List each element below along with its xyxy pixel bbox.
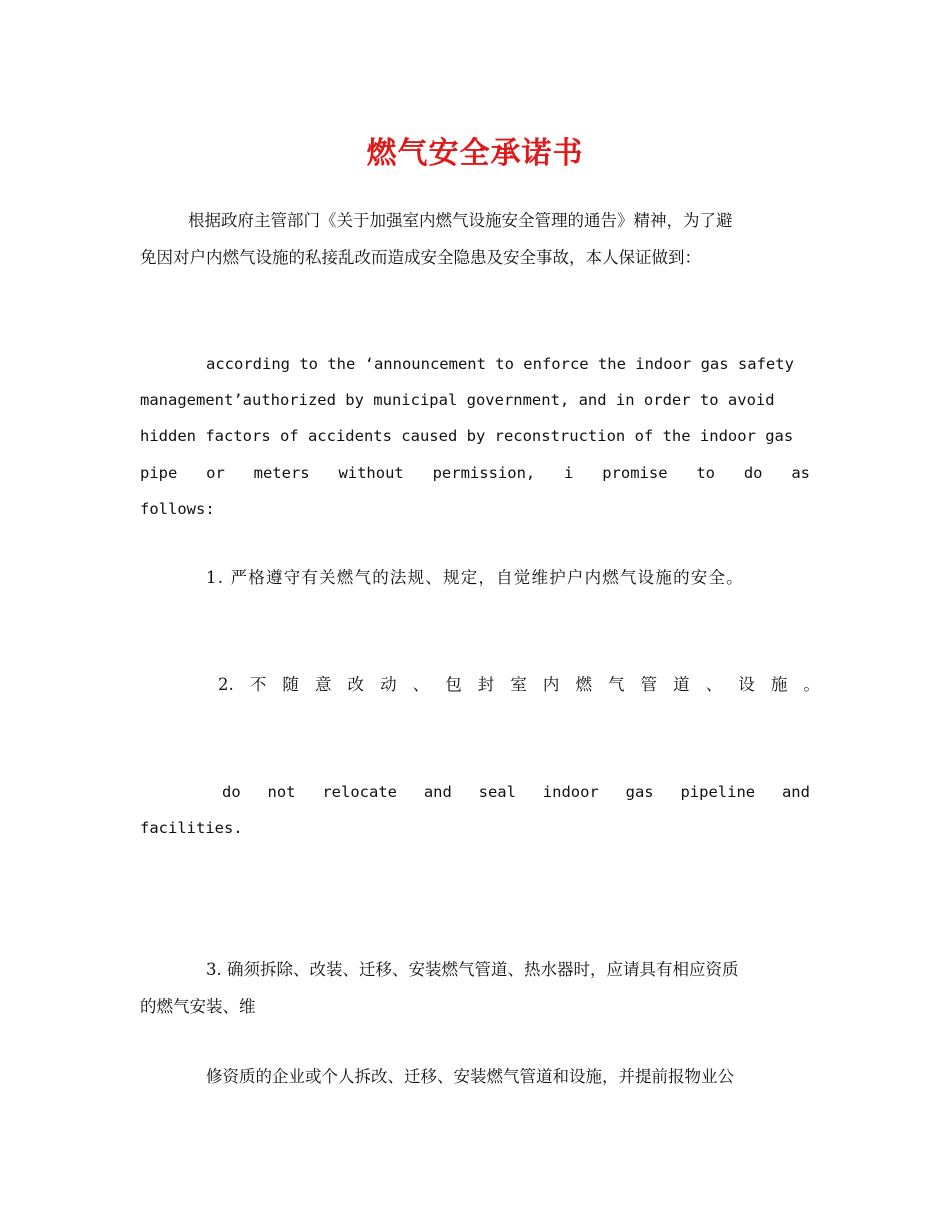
- char: 随: [282, 675, 299, 694]
- char: 不: [249, 675, 267, 694]
- en-intro-line-2: management’authorized by municipal government, and in order to avoid: [140, 391, 775, 409]
- char: 气: [608, 675, 625, 694]
- char: 燃: [575, 675, 592, 694]
- word: as: [791, 464, 810, 482]
- word: do: [222, 783, 241, 801]
- item-3-line-3: 修资质的企业或个人拆改、迁移、安装燃气管道和设施，并提前报物业公: [206, 1067, 734, 1086]
- word: pipe: [140, 464, 178, 482]
- item-1: 1. 严格遵守有关燃气的法规、规定，自觉维护户内燃气设施的安全。: [206, 568, 744, 587]
- char: 道: [673, 675, 690, 694]
- en-intro-line-1: according to the ‘announcement to enforce the indoor gas safety: [206, 355, 794, 373]
- word: without: [338, 464, 404, 482]
- item-2-en-line-2: facilities.: [140, 819, 243, 837]
- char: 室: [510, 675, 527, 694]
- word: and: [781, 783, 810, 801]
- char: 意: [314, 675, 332, 694]
- char: 、: [412, 675, 430, 694]
- word: permission,: [432, 464, 536, 482]
- word: relocate: [322, 783, 397, 801]
- intro-line-1: 根据政府主管部门《关于加强室内燃气设施安全管理的通告》精神，为了避: [188, 211, 733, 230]
- char: 设: [738, 675, 755, 694]
- char: 、: [705, 675, 723, 694]
- en-intro-line-4: [140, 462, 810, 484]
- word: to: [696, 464, 716, 482]
- en-intro-line-3: hidden factors of accidents caused by reconstruction of the indoor gas: [140, 427, 794, 445]
- char: 施: [770, 675, 788, 694]
- word: promise: [602, 464, 668, 482]
- word: indoor: [542, 783, 599, 801]
- en-intro-line-5: follows:: [140, 500, 215, 518]
- char: 。: [803, 675, 820, 694]
- char: 封: [477, 675, 495, 694]
- word: gas: [625, 783, 654, 801]
- word: and: [423, 783, 452, 801]
- word: not: [267, 783, 296, 801]
- item-3-line-2: 的燃气安装、维: [140, 997, 256, 1016]
- word: do: [743, 464, 763, 482]
- char: 2.: [218, 675, 234, 694]
- char: 改: [347, 675, 364, 694]
- char: 管: [640, 675, 658, 694]
- item-2: [218, 674, 820, 696]
- word: or: [206, 464, 225, 482]
- item-2-en-line-1: [222, 781, 810, 803]
- word: meters: [253, 464, 310, 482]
- char: 包: [445, 675, 462, 694]
- item-3-line-1: 3. 确须拆除、改装、迁移、安装燃气管道、热水器时，应请具有相应资质: [206, 960, 739, 979]
- word: seal: [478, 783, 516, 801]
- intro-line-2: 免因对户内燃气设施的私接乱改而造成安全隐患及安全事故，本人保证做到：: [140, 248, 701, 267]
- word: i: [564, 464, 574, 482]
- document-title: 燃气安全承诺书: [366, 136, 584, 171]
- word: pipeline: [680, 783, 756, 801]
- char: 内: [542, 675, 560, 694]
- char: 动: [380, 675, 397, 694]
